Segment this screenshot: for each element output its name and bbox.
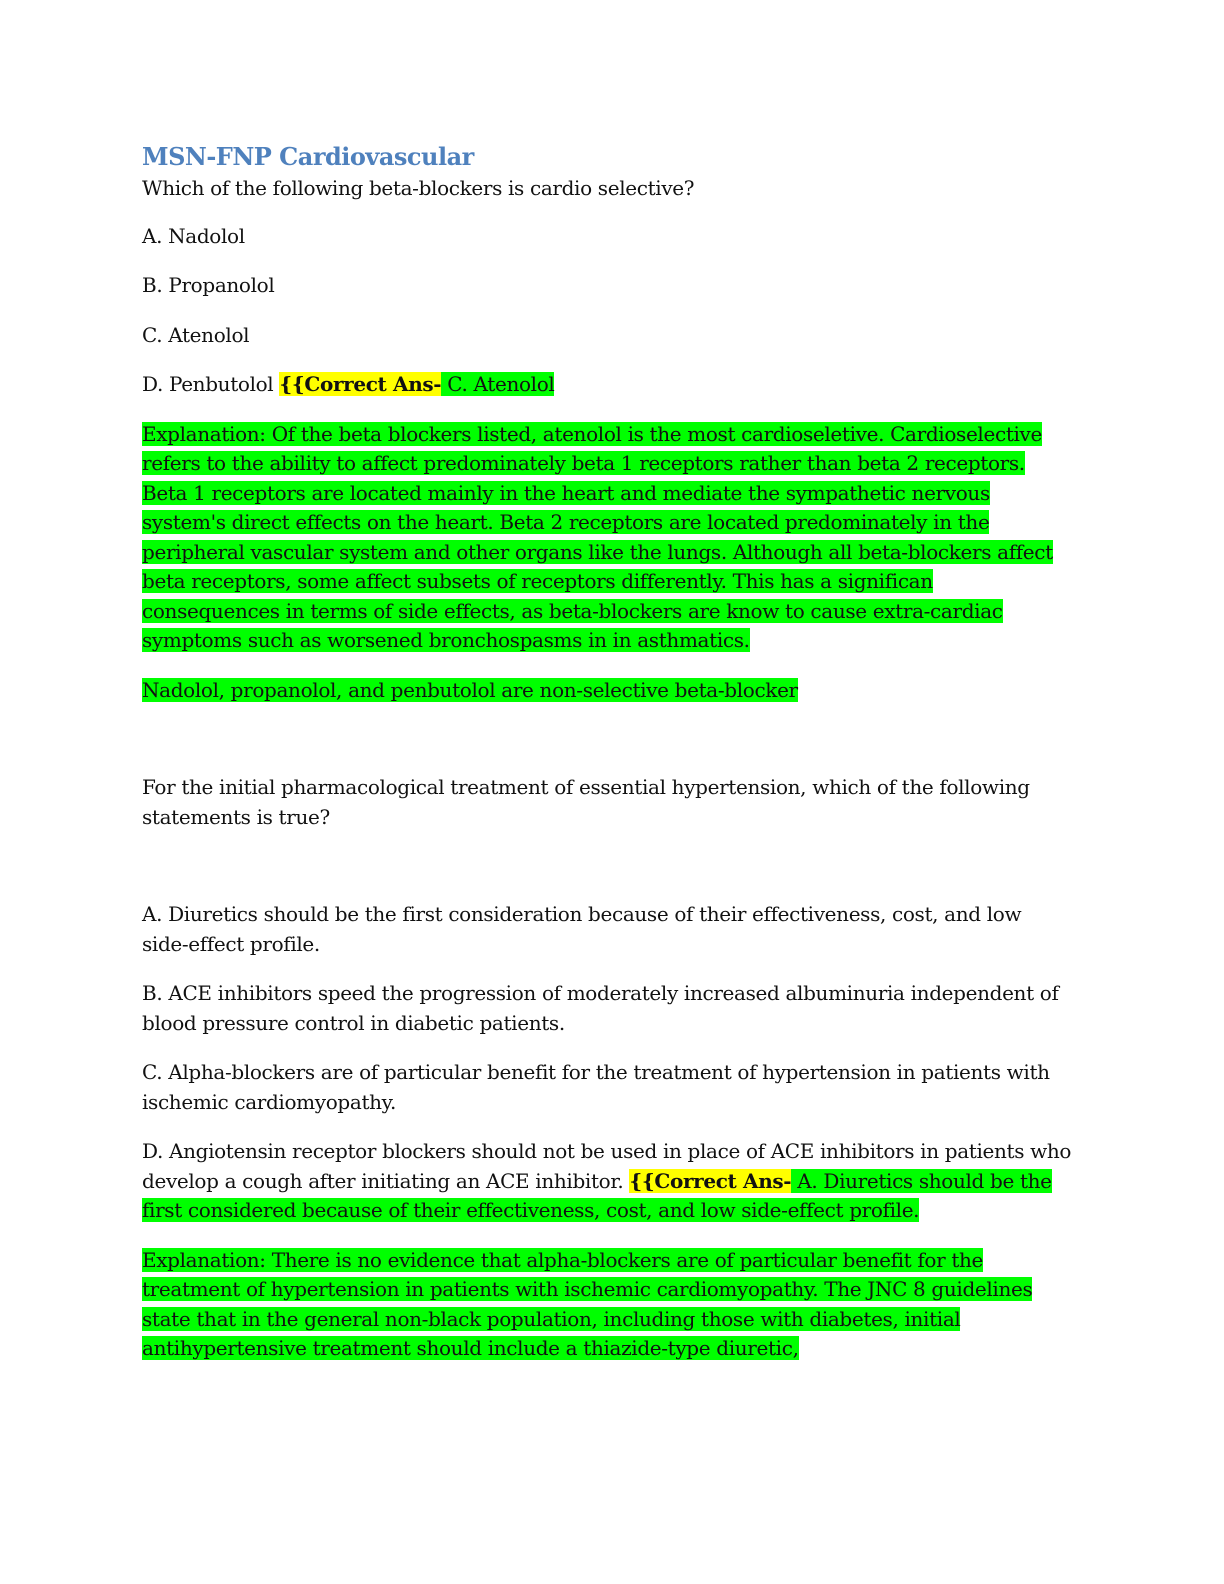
- question-2-option-c: C. Alpha-blockers are of particular benefit for the treatment of hypertension in patients with ischemic cardiomyopathy.: [142, 1060, 1050, 1114]
- question-1-explanation: [142, 420, 1072, 656]
- correct-answer-marker: {{Correct Ans-: [629, 1168, 792, 1193]
- spacer: [142, 852, 1072, 900]
- explanation-text: Explanation: There is no evidence that alpha-blockers are of particular benefit for the treatment of hypertension in patients with ischemic cardiomyopathy. The JNC 8 guidelines state that in the general non-black population, including those with diabetes, initial antihypertensive treatment should include a thiazide-type diuretic,: [142, 1247, 1033, 1360]
- question-1-text: Which of the following beta-blockers is cardio selective?: [142, 176, 695, 200]
- question-2-explanation: [142, 1246, 1072, 1364]
- spacer: [142, 725, 1072, 773]
- correct-answer-text: A. Diuretics should be the first considered because of their effectiveness, cost, and low side-effect profile.: [142, 1168, 1052, 1222]
- page-title: MSN-FNP Cardiovascular: [142, 142, 474, 171]
- explanation-text: Explanation: Of the beta blockers listed, atenolol is the most cardioseletive. Cardioselective refers to the ability to affect predominately beta 1 receptors rather than beta 2 receptors. Beta 1 receptors are located mainly in the heart and mediate the sympathetic nervous system's direct effects on the heart. Beta 2 receptors are located predominately in the peripheral vascular system and other organs like the lungs. Although all beta-blockers affect beta receptors, some affect subsets of receptors differently. This has a significan consequences in terms of side effects, as beta-blockers are know to cause extra-cardiac symptoms such as worsened bronchospasms in in asthmatics.: [142, 421, 1053, 652]
- question-1-option-c: C. Atenolol: [142, 322, 250, 347]
- question-1-option-d-line: [142, 370, 1072, 400]
- question-2-text: For the initial pharmacological treatment of essential hypertension, which of the following statements is true?: [142, 775, 1030, 829]
- question-1-option-b: B. Propanolol: [142, 273, 275, 297]
- question-1-option-d: D. Penbutolol: [142, 372, 280, 396]
- note-text: Nadolol, propanolol, and penbutolol are non-selective beta-blocker: [142, 677, 798, 702]
- correct-answer-text: C. Atenolol: [441, 372, 555, 396]
- correct-answer-marker: {{Correct Ans-: [279, 372, 442, 396]
- question-2-option-d-line: [142, 1137, 1072, 1226]
- question-1-note: [142, 676, 1072, 706]
- question-1-option-a: A. Nadolol: [142, 223, 245, 248]
- question-2-option-b: B. ACE inhibitors speed the progression of moderately increased albuminuria independent of blood pressure control in diabetic patients.: [142, 981, 1059, 1035]
- question-2-option-a: A. Diuretics should be the first consideration because of their effectiveness, cost, and low side-effect profile.: [142, 902, 1022, 956]
- question-2-option-d: D. Angiotensin receptor blockers should not be used in place of ACE inhibitors in patients who develop a cough after initiating an ACE inhibitor.: [142, 1139, 1072, 1193]
- document-page: [142, 140, 1072, 1384]
